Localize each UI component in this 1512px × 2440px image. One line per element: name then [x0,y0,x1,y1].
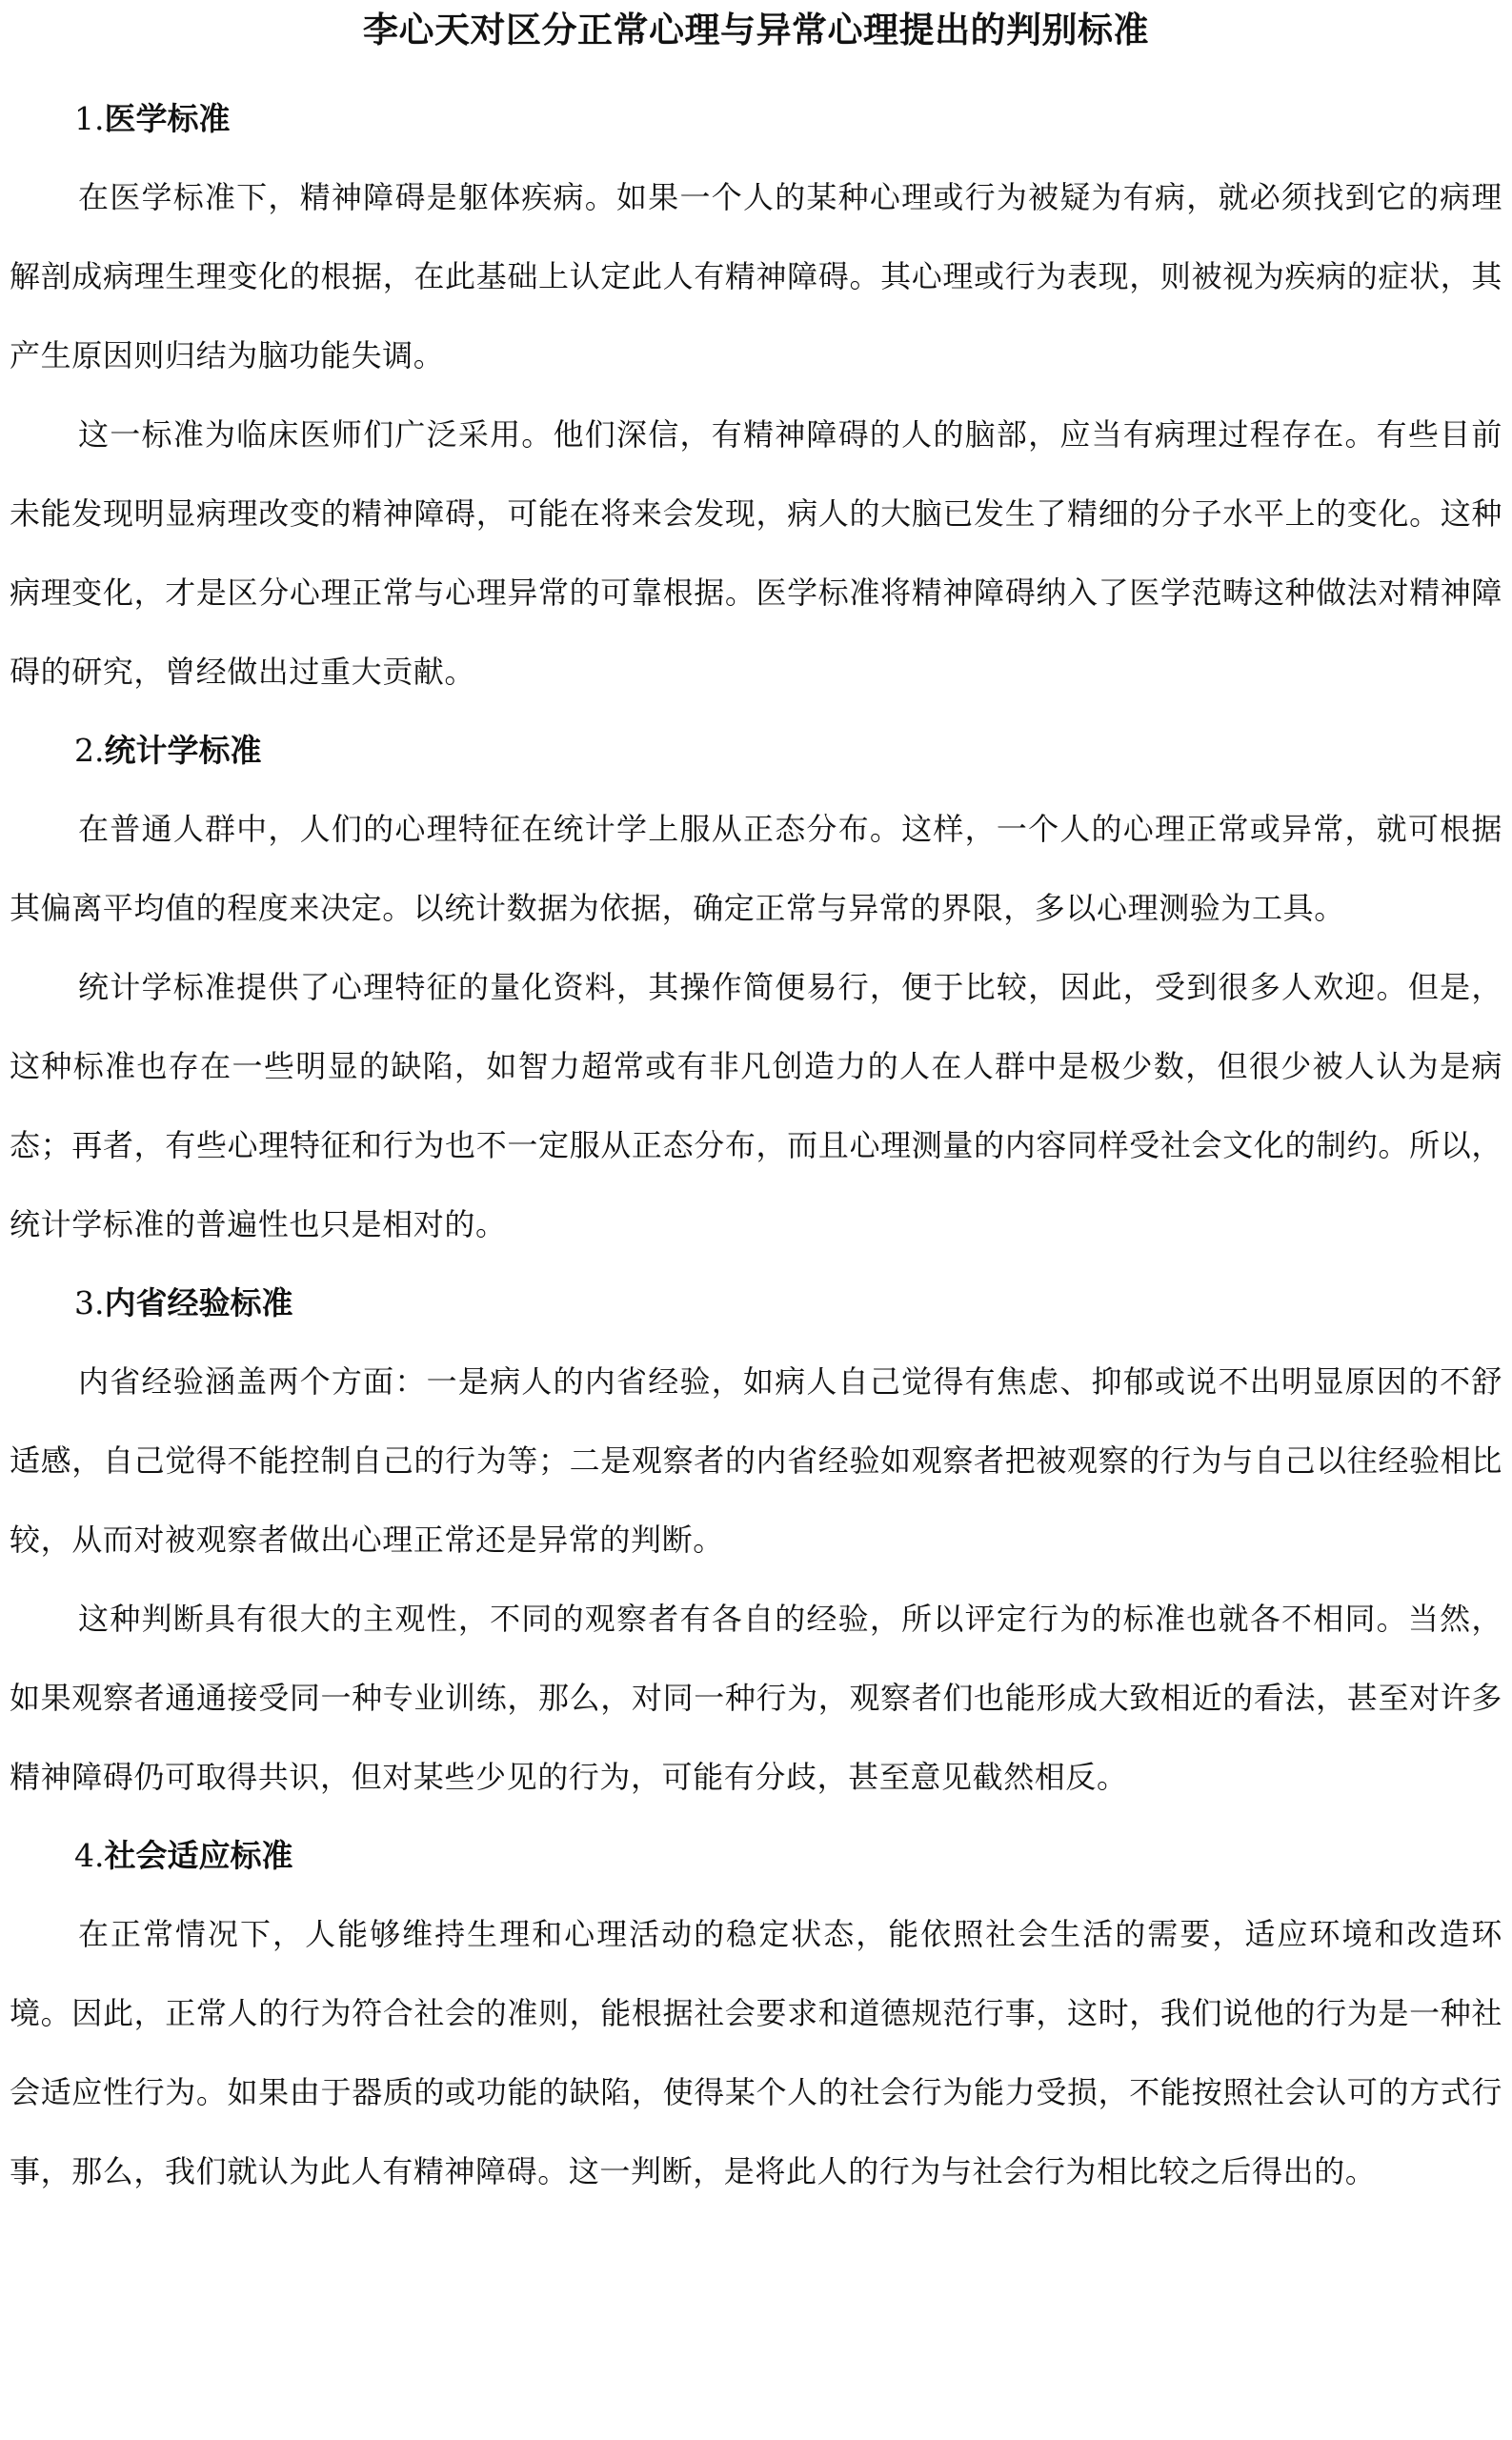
section-introspective-standard [10,1264,1502,1817]
section-heading [10,1817,1502,1895]
document-page [10,0,1502,2211]
section-heading [10,712,1502,790]
paragraph: 内省经验涵盖两个方面：一是病人的内省经验，如病人自己觉得有焦虑、抑郁或说不出明显原因的不舒适感，自己觉得不能控制自己的行为等；二是观察者的内省经验如观察者把被观察的行为与自己以往经验相比较，从而对被观察者做出心理正常还是异常的判断。 [10,1363,1502,1558]
section-heading [10,1264,1502,1342]
section-number: 4. [74,1837,105,1874]
paragraph: 在普通人群中，人们的心理特征在统计学上服从正态分布。这样，一个人的心理正常或异常，就可根据其偏离平均值的程度来决定。以统计数据为依据，确定正常与异常的界限，多以心理测验为工具。 [10,811,1502,926]
document-title: 李心天对区分正常心理与异常心理提出的判别标准 [363,9,1149,50]
paragraph: 在正常情况下，人能够维持生理和心理活动的稳定状态，能依照社会生活的需要，适应环境和改造环境。因此，正常人的行为符合社会的准则，能根据社会要求和道德规范行事，这时，我们说他的行为是一种社会适应性行为。如果由于器质的或功能的缺陷，使得某个人的社会行为能力受损，不能按照社会认可的方式行事，那么，我们就认为此人有精神障碍。这一判断，是将此人的行为与社会行为相比较之后得出的。 [10,1916,1502,2189]
section-number: 3. [74,1284,105,1321]
section-heading [10,80,1502,158]
paragraph: 这种判断具有很大的主观性，不同的观察者有各自的经验，所以评定行为的标准也就各不相同。当然，如果观察者通通接受同一种专业训练，那么，对同一种行为，观察者们也能形成大致相近的看法，甚至对许多精神障碍仍可取得共识，但对某些少见的行为，可能有分歧，甚至意见截然相反。 [10,1601,1502,1795]
section-number: 2. [74,732,105,769]
section-number: 1. [74,100,105,137]
section-medical-standard [10,80,1502,712]
section-title: 医学标准 [104,100,231,137]
section-title: 统计学标准 [104,732,262,769]
paragraph: 在医学标准下，精神障碍是躯体疾病。如果一个人的某种心理或行为被疑为有病，就必须找到它的病理解剖成病理生理变化的根据，在此基础上认定此人有精神障碍。其心理或行为表现，则被视为疾病的症状，其产生原因则归结为脑功能失调。 [10,179,1502,373]
paragraph: 统计学标准提供了心理特征的量化资料，其操作简便易行，便于比较，因此，受到很多人欢迎。但是，这种标准也存在一些明显的缺陷，如智力超常或有非凡创造力的人在人群中是极少数，但很少被人认为是病态；再者，有些心理特征和行为也不一定服从正态分布，而且心理测量的内容同样受社会文化的制约。所以，统计学标准的普遍性也只是相对的。 [10,969,1502,1242]
section-statistical-standard [10,712,1502,1264]
section-social-adaptation-standard [10,1817,1502,2211]
paragraph: 这一标准为临床医师们广泛采用。他们深信，有精神障碍的人的脑部，应当有病理过程存在。有些目前未能发现明显病理改变的精神障碍，可能在将来会发现，病人的大脑已发生了精细的分子水平上的变化。这种病理变化，才是区分心理正常与心理异常的可靠根据。医学标准将精神障碍纳入了医学范畴这种做法对精神障碍的研究，曾经做出过重大贡献。 [10,416,1502,690]
section-title: 内省经验标准 [104,1284,293,1321]
section-title: 社会适应标准 [104,1837,293,1874]
